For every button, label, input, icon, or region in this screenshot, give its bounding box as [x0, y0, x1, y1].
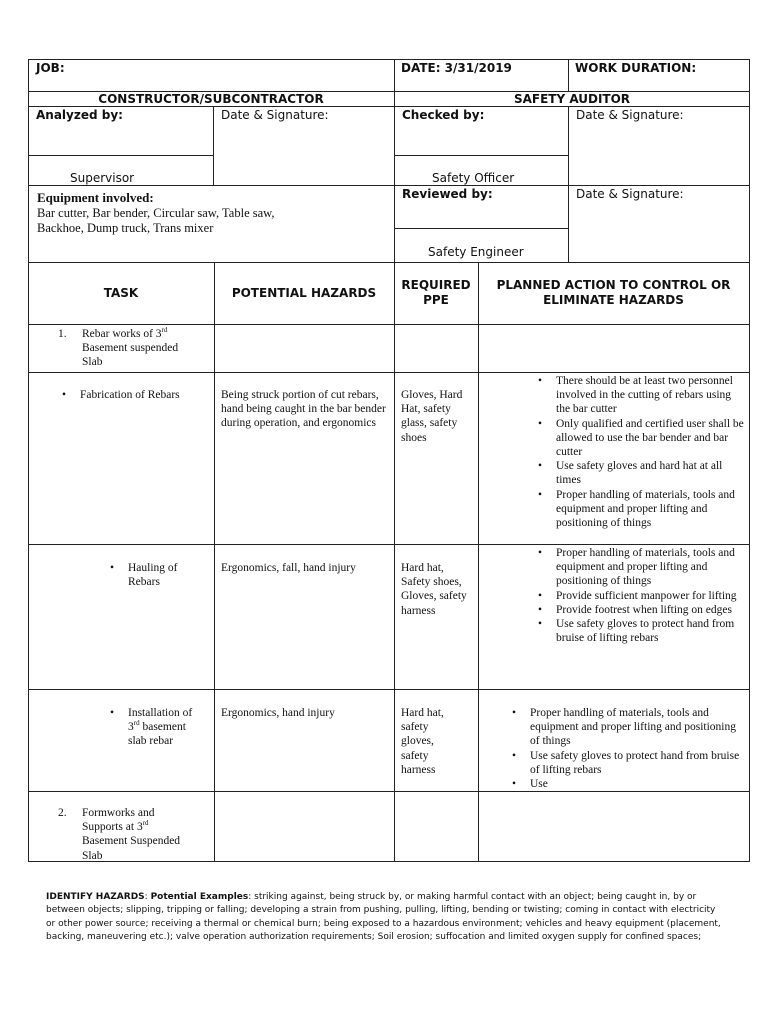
row5-task-text: Slab — [82, 849, 103, 862]
action-item: • Provide sufficient manpower for lifting — [534, 589, 746, 603]
potential-examples-label: Potential Examples — [150, 892, 249, 902]
analyzed-date-signature: Date & Signature: — [221, 108, 329, 122]
equipment-list — [37, 206, 275, 236]
row3-task-text: • Hauling of Rebars — [106, 561, 190, 589]
action-item: • Proper handling of materials, tools and equipment and proper lifting and positioning of things — [508, 706, 744, 749]
column-hazards: POTENTIAL HAZARDS — [231, 286, 377, 300]
row3-hazards: Ergonomics, fall, hand injury — [221, 562, 356, 574]
row3-ppe: Hard hat, Safety shoes, Gloves, safety harness — [401, 562, 467, 617]
row4-task — [106, 706, 210, 749]
row4-hazards: Ergonomics, hand injury — [221, 707, 335, 719]
column-action-line: PLANNED ACTION TO CONTROL OR — [496, 278, 731, 292]
equipment-label: Equipment involved: — [37, 190, 154, 205]
equipment-line: Bar cutter, Bar bender, Circular saw, Table saw, — [37, 206, 275, 220]
column-ppe-line: PPE — [423, 293, 449, 307]
column-ppe-line: REQUIRED — [401, 278, 471, 292]
row2-task-text: • Fabrication of Rebars — [58, 388, 208, 402]
date-label: DATE: 3/31/2019 — [401, 61, 512, 75]
reviewed-date-signature: Date & Signature: — [576, 187, 684, 201]
row1-task-text: Basement suspended — [82, 342, 179, 355]
row4-task-line: • Installation of — [128, 707, 193, 719]
action-item: • Only qualified and certified user shall be allowed to use the bar bender and bar cutter — [534, 417, 746, 460]
equipment-line: Backhoe, Dump truck, Trans mixer — [37, 221, 214, 235]
reviewed-role: Safety Engineer — [428, 245, 524, 259]
action-item: • Proper handling of materials, tools and equipment and proper lifting and positioning of things — [534, 546, 746, 589]
row4-task-line: basement — [139, 721, 186, 734]
hazard-examples-text: : striking against, being struck by, or making harmful contact with an object; being caught in, by or between objects; slipping, tripping or falling; developing a strain from pushing, pulling, lifting, bending or twisting; coming in contact with electricity or other power source; receiving a thermal or chemical burn; being exposed to a hazardous environment; vehicles and heavy equipment (placement, backing, maneuvering etc.); valve operation authorization requirements; Soil erosion; suffocation and limited oxygen supply for confined spaces; — [46, 892, 721, 943]
identify-hazards-label: IDENTIFY HAZARDS — [46, 892, 145, 902]
job-label: JOB: — [36, 61, 65, 75]
column-planned-action — [478, 278, 749, 308]
row1-task — [82, 327, 210, 370]
safety-auditor-label: SAFETY AUDITOR — [513, 92, 631, 106]
row2-hazards: Being struck portion of cut rebars, hand being caught in the bar bender during operation, and ergonomics — [221, 389, 386, 430]
row4-task-text — [106, 706, 210, 749]
row1-task-text: Slab — [82, 356, 103, 369]
checked-role: Safety Officer — [432, 171, 515, 185]
checked-by-label: Checked by: — [402, 108, 485, 122]
action-item: • Proper handling of materials, tools and equipment and proper lifting and positioning of things — [534, 488, 746, 531]
row4-ppe: Hard hat, safety gloves, safety harness — [401, 707, 444, 776]
row1-number: 1. — [58, 328, 67, 340]
work-duration-label: WORK DURATION: — [575, 61, 697, 75]
row4-task-line: slab rebar — [128, 735, 174, 748]
analyzed-role: Supervisor — [70, 171, 135, 185]
row5-number: 2. — [58, 807, 67, 819]
analyzed-by-label: Analyzed by: — [36, 108, 123, 122]
row5-task-sup: rd — [142, 819, 149, 828]
row3-actions — [556, 546, 746, 645]
row2-ppe: Gloves, Hard Hat, safety glass, safety shoes — [401, 389, 463, 444]
column-ppe — [394, 278, 478, 308]
action-item: • There should be at least two personnel involved in the cutting of rebars using the bar cutter — [534, 374, 746, 417]
row5-task-text: Supports at 3 — [82, 821, 143, 834]
row5-task — [82, 806, 210, 863]
row4-task-line: 3 — [128, 721, 134, 734]
row2-task — [58, 388, 208, 402]
reviewed-by-label: Reviewed by: — [402, 187, 493, 201]
column-task: TASK — [103, 286, 139, 300]
column-action-line: ELIMINATE HAZARDS — [543, 293, 684, 307]
constructor-label: CONSTRUCTOR/SUBCONTRACTOR — [98, 92, 324, 106]
row4-actions — [508, 706, 744, 791]
row1-task-sup: rd — [161, 326, 168, 335]
action-item: • Use — [508, 777, 744, 791]
identify-hazards-note: IDENTIFY HAZARDS: Potential Examples: striking against, being struck by, or making harmful contact with an object; being caught in, by or between objects; slipping, tripping or falling; developing a strain from pushing, pulling, lifting, bending or twisting; coming in contact with electricity or other power source; receiving a thermal or chemical burn; being exposed to a hazardous environment; vehicles and heavy equipment (placement, backing, maneuvering etc.); valve operation authorization requirements; Soil erosion; suffocation and limited oxygen supply for confined spaces; — [46, 892, 721, 943]
row4-task-sup: rd — [133, 719, 140, 728]
row1-task-text: Rebar works of 3 — [82, 328, 162, 340]
action-item: • Provide footrest when lifting on edges — [534, 603, 746, 617]
action-item: • Use safety gloves and hard hat at all times — [534, 459, 746, 487]
action-item: • Use safety gloves to protect hand from bruise of lifting rebars — [534, 617, 746, 645]
row2-actions — [556, 374, 746, 530]
checked-date-signature: Date & Signature: — [576, 108, 684, 122]
row5-task-text: Formworks and — [82, 807, 155, 819]
row5-task-text: Basement Suspended — [82, 835, 181, 848]
row3-task — [106, 561, 210, 589]
action-item: • Use safety gloves to protect hand from bruise of lifting rebars — [508, 749, 744, 777]
